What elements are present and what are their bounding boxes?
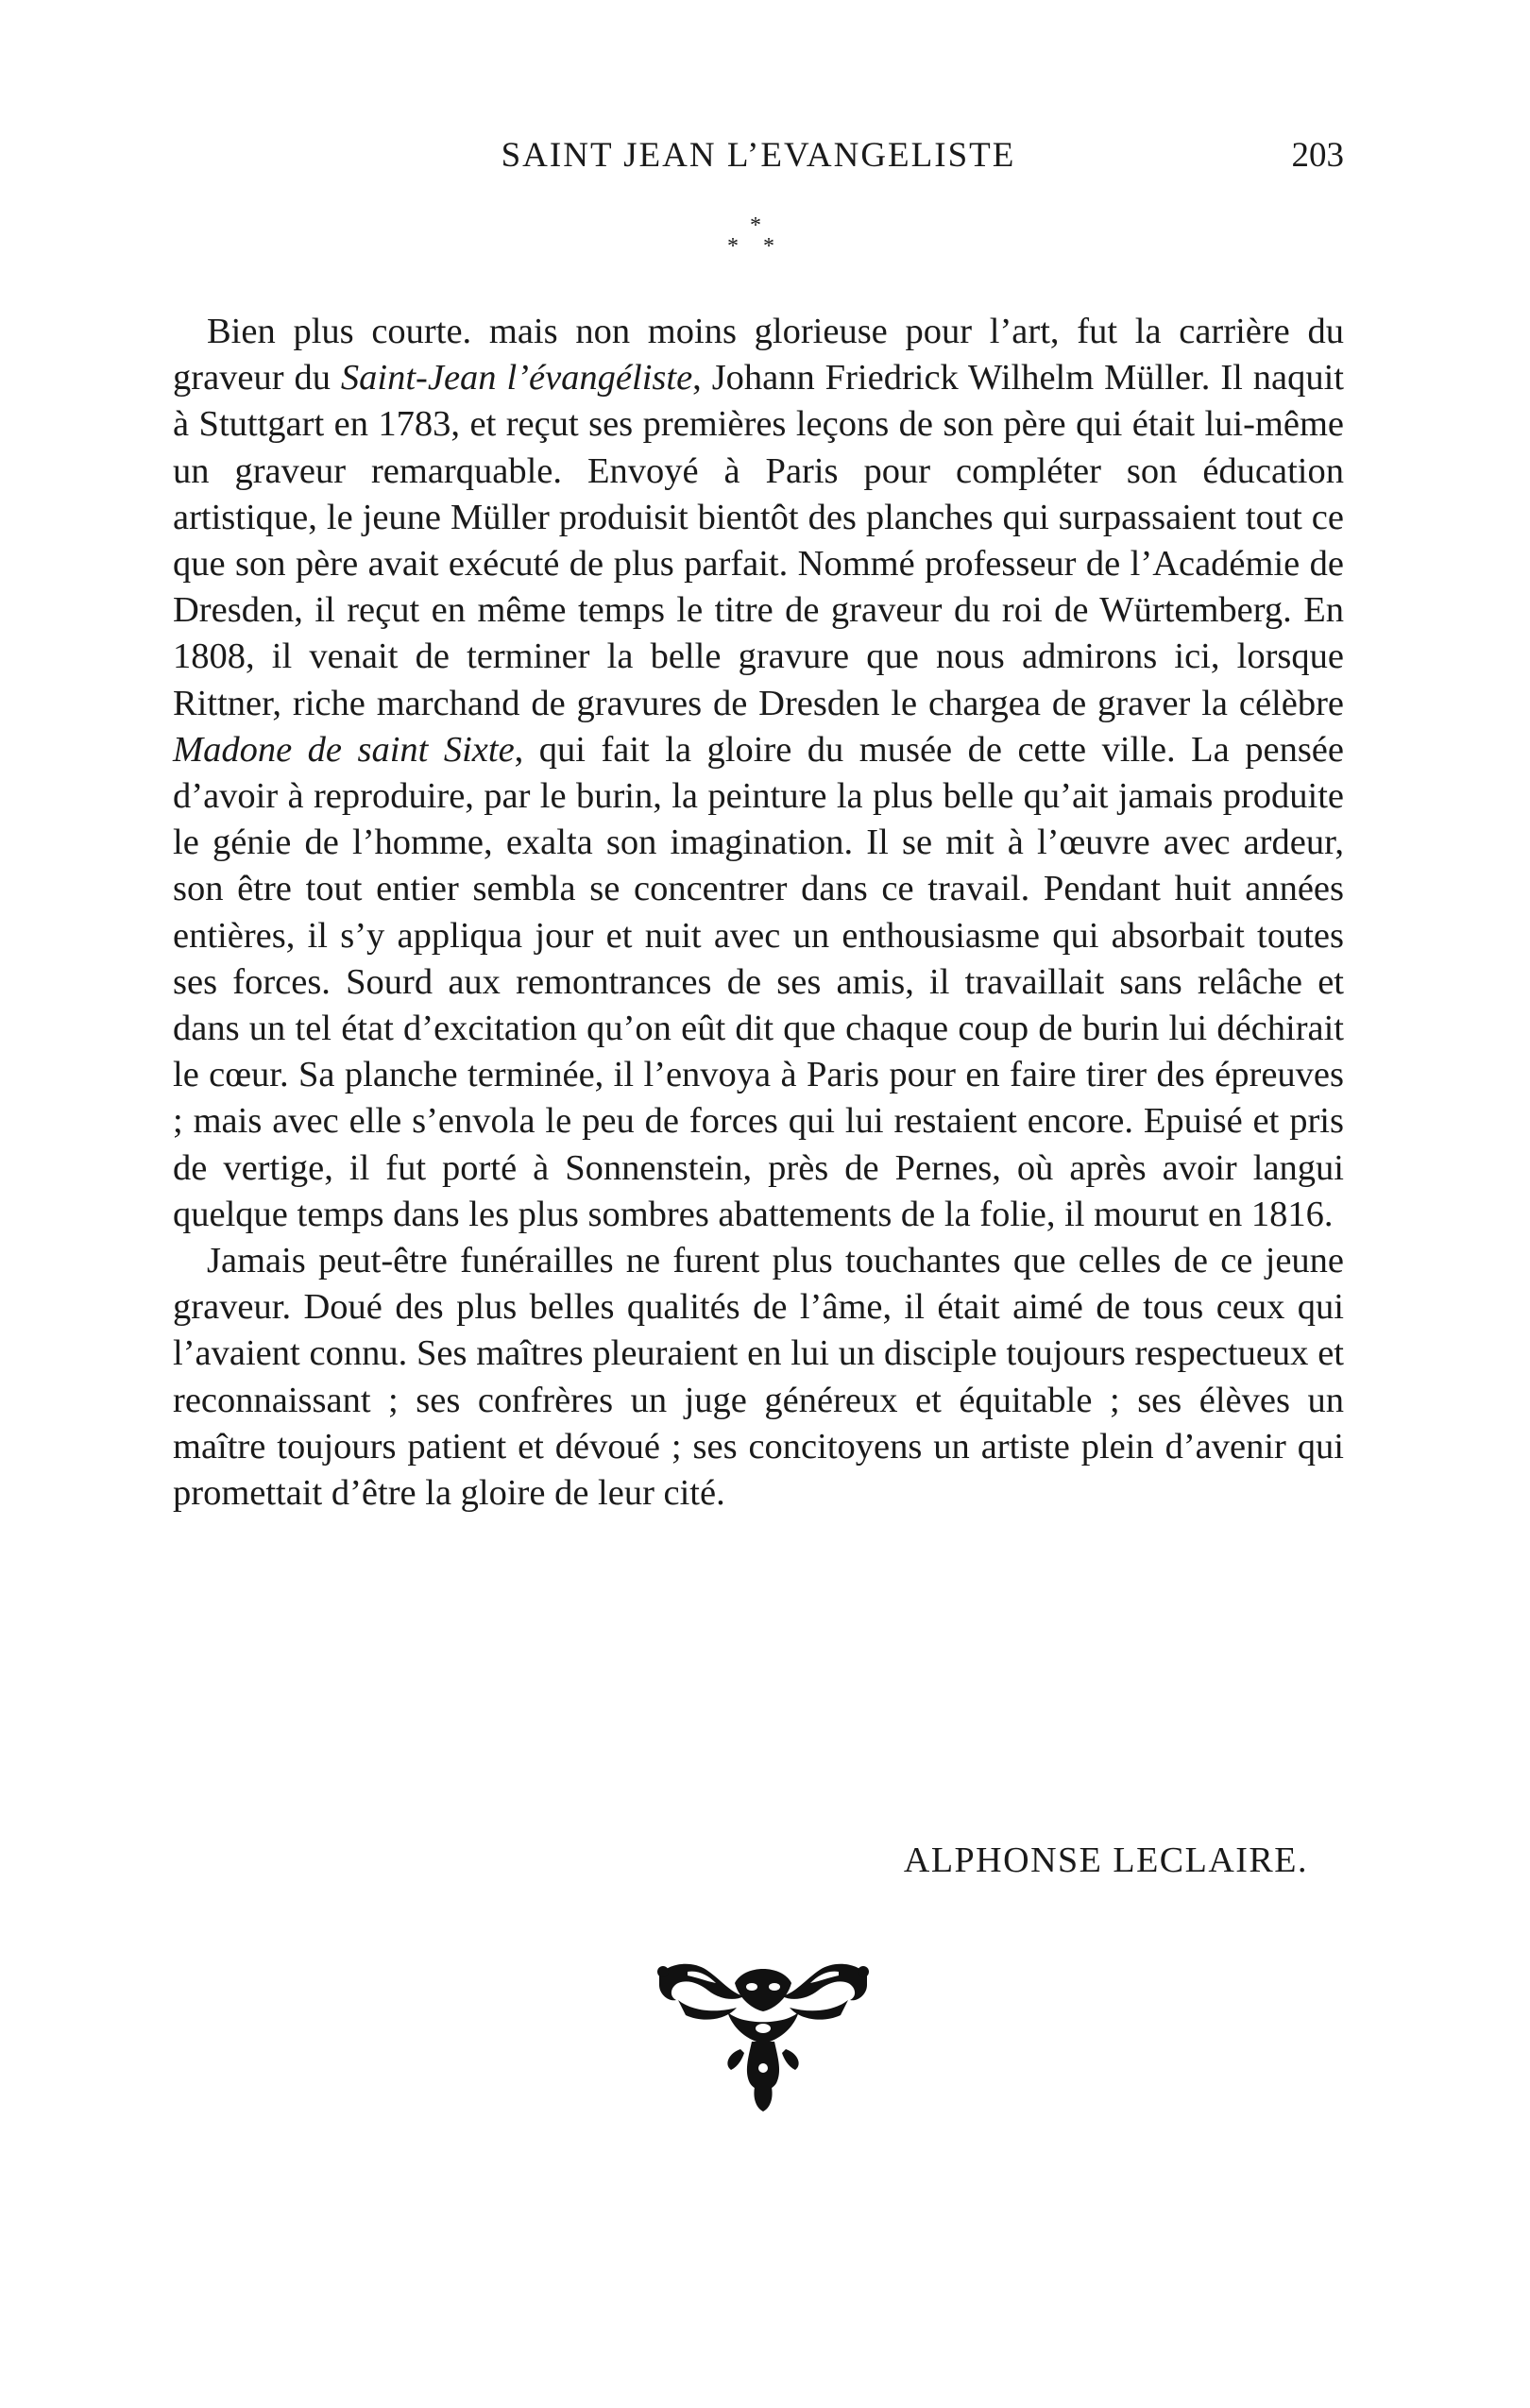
running-head xyxy=(173,132,1344,189)
page-number: 203 xyxy=(1291,136,1344,175)
body-text xyxy=(173,309,1344,1517)
paragraph-1 xyxy=(173,309,1344,1238)
asterism-top: * xyxy=(750,213,761,238)
paragraph-2: Jamais peut-être funérailles ne furent plus touchantes que celles de ce jeune graveur. Doué des plus belles qualités de l’âme, il était aimé de tous ceux qui l’avaient connu. Ses maîtres pleuraient en lui un disciple toujours respectueux et reconnaissant ; ses confrères un juge généreux et équitable ; ses élèves un maître toujours patient et dévoué ; ses concitoyens un artiste plein d’avenir qui promettait d’être la gloire de leur cité. xyxy=(173,1241,1344,1514)
paragraph-1-part-1: Bien plus courte. mais non moins glorieuse pour l’art, fut la carrière du graveur du xyxy=(173,312,1344,399)
paragraph-1-part-2: , Johann Friedrick Wilhelm Müller. Il naquit à Stuttgart en 1783, et reçut ses premières leçons de son père qui était lui-même un graveur remarquable. Envoyé à Paris pour compléter son éducation artistique, le jeune Müller produisit bientôt des planches qui surpassaient tout ce que son père avait exécuté de plus parfait. Nommé professeur de l’Académie de Dresden, il reçut en même temps le titre de graveur du roi de Würtemberg. En 1808, il venait de terminer la belle gravure que nous admirons ici, lorsque Rittner, riche marchand de gravures de Dresden le chargea de graver la célèbre xyxy=(173,358,1344,723)
author-signature: ALPHONSE LECLAIRE. xyxy=(903,1840,1308,1880)
asterism-bottom: * * xyxy=(727,234,784,259)
floral-tailpiece-icon xyxy=(650,1955,876,2115)
running-title: SAINT JEAN L’EVANGELISTE xyxy=(501,136,1016,175)
painting-title-italic: Madone de saint Sixte xyxy=(173,729,515,770)
section-break-asterism xyxy=(718,215,793,272)
paragraph-1-part-3: , qui fait la gloire du musée de cette ville. La pensée d’avoir à reproduire, par le burin, la peinture la plus belle qu’ait jamais produite le génie de l’homme, exalta son imagination. Il se mit à l’œuvre avec ardeur, son être tout entier sembla se concentrer dans ce travail. Pendant huit années entières, il s’y appliqua jour et nuit avec un enthousiasme qui absorbait toutes ses forces. Sourd aux remontrances de ses amis, il travaillait sans relâche et dans un tel état d’excitation qu’on eût dit que chaque coup de burin lui déchirait le cœur. Sa planche terminée, il l’envoya à Paris pour en faire tirer des épreuves ; mais avec elle s’envola le peu de forces qui lui restaient encore. Epuisé et pris de vertige, il fut porté à Sonnenstein, près de Pernes, où après avoir langui quelque temps dans les plus sombres abattements de la folie, il mourut en 1816. xyxy=(173,729,1344,1234)
work-title-italic: Saint-Jean l’évangéliste xyxy=(340,358,693,399)
